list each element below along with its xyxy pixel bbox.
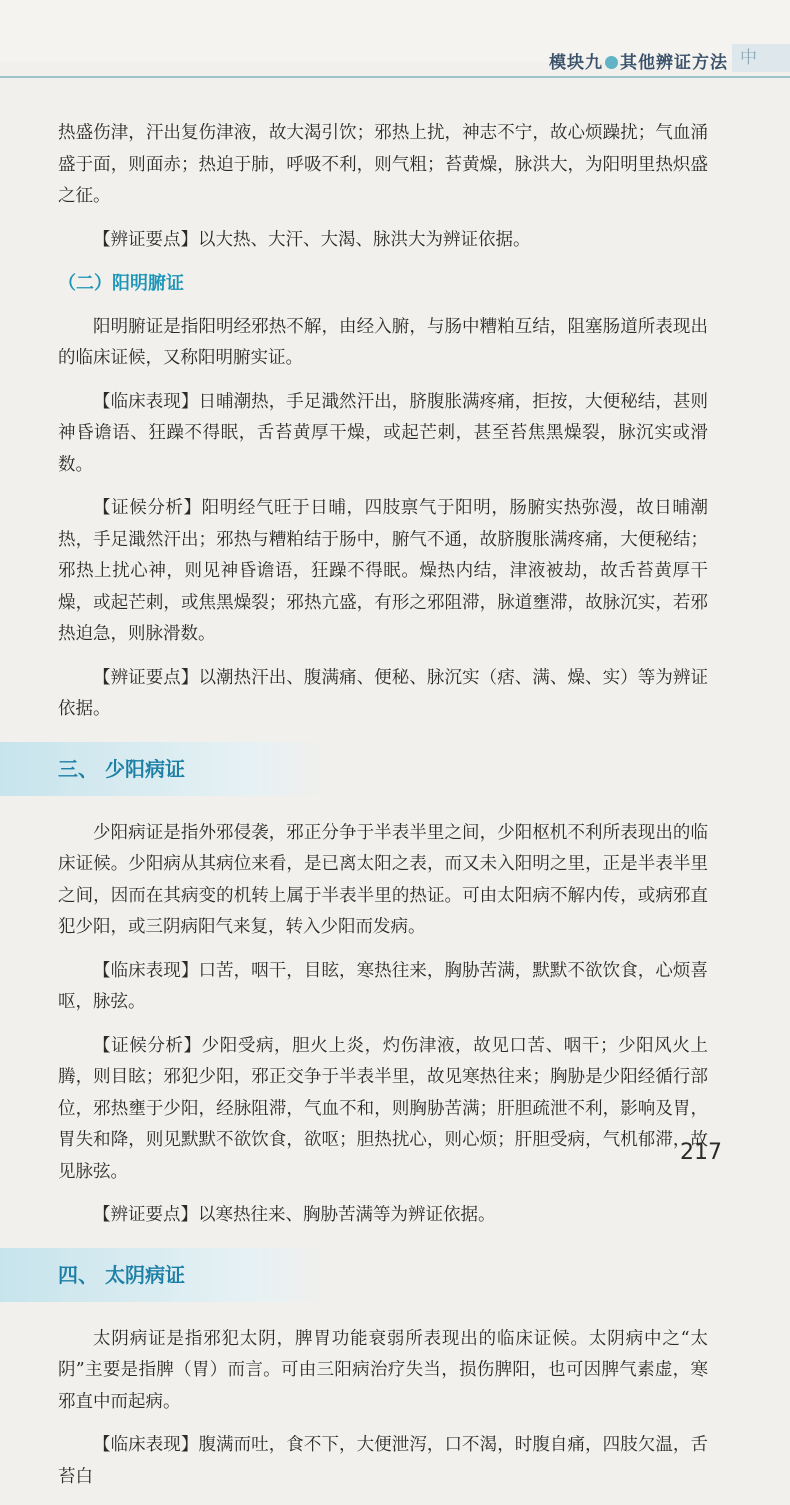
paragraph-syndrome-analysis: 【证候分析】少阳受病，胆火上炎，灼伤津液，故见口苦、咽干；少阳风火上腾，则目眩；邪犯少阳，邪正交争于半表半里，故见寒热往来；胸胁是少阳经循行部位，邪热壅于少阳，经脉阻滞，气血不和，则胸胁苦满；肝胆疏泄不利，影响及胃，胃失和降，则见默默不欲饮食，欲呕；胆热扰心，则心烦；肝胆受病，气机郁滞，故见脉弦。 xyxy=(58,1035,708,1182)
paragraph-key-points: 【辨证要点】以寒热往来、胸胁苦满等为辨证依据。 xyxy=(93,1205,496,1225)
paragraph-syndrome-analysis: 【证候分析】阳明经气旺于日晡，四肢禀气于阳明，肠腑实热弥漫，故日晡潮热，手足濈然汗出；邪热与糟粕结于肠中，腑气不通，故脐腹胀满疼痛，大便秘结；邪热上扰心神，则见神昏谵语，狂躁不得眠。燥热内结，津液被劫，故舌苔黄厚干燥，或起芒刺，或焦黑燥裂；邪热亢盛，有形之邪阻滞，脉道壅滞，故脉沉实，若邪热迫急，则脉滑数。 xyxy=(58,498,708,644)
page-body xyxy=(58,118,708,1505)
header-divider xyxy=(0,76,790,78)
paragraph-clinical-manifestations: 【临床表现】腹满而吐，食不下，大便泄泻，口不渴，时腹自痛，四肢欠温，舌苔白 xyxy=(58,1435,708,1487)
paragraph-clinical-manifestations: 【临床表现】日晡潮热，手足濈然汗出，脐腹胀满疼痛，拒按，大便秘结，甚则神昏谵语、狂躁不得眠，舌苔黄厚干燥，或起芒刺，甚至苔焦黑燥裂，脉沉实或滑数。 xyxy=(58,391,708,475)
paragraph: 阳明腑证是指阳明经邪热不解，由经入腑，与肠中糟粕互结，阻塞肠道所表现出的临床证候，又称阳明腑实证。 xyxy=(58,316,708,368)
page-number: 217 xyxy=(680,1140,722,1165)
paragraph-key-points: 【辨证要点】以大热、大汗、大渴、脉洪大为辨证依据。 xyxy=(93,229,531,250)
header-dot-icon xyxy=(605,56,618,69)
header-title: 其他辨证方法 xyxy=(620,53,728,73)
subsection-heading: （二）阳明腑证 xyxy=(58,273,184,294)
running-header xyxy=(549,48,728,73)
header-tab: 中 xyxy=(732,44,790,72)
section-heading: 三、 少阳病证 xyxy=(0,742,330,796)
paragraph-clinical-manifestations: 【临床表现】口苦，咽干，目眩，寒热往来，胸胁苦满，默默不欲饮食，心烦喜呕，脉弦。 xyxy=(58,960,708,1012)
paragraph: 太阴病证是指邪犯太阴，脾胃功能衰弱所表现出的临床证候。太阴病中之“太阴”主要是指脾（胃）而言。可由三阳病治疗失当，损伤脾阳，也可因脾气素虚，寒邪直中而起病。 xyxy=(58,1328,708,1412)
paragraph-key-points: 【辨证要点】以潮热汗出、腹满痛、便秘、脉沉实（痞、满、燥、实）等为辨证依据。 xyxy=(58,667,708,719)
section-heading: 四、 太阴病证 xyxy=(0,1248,330,1302)
paragraph: 热盛伤津，汗出复伤津液，故大渴引饮；邪热上扰，神志不宁，故心烦躁扰；气血涌盛于面，则面赤；热迫于肺，呼吸不利，则气粗；苔黄燥，脉洪大，为阳明里热炽盛之征。 xyxy=(58,123,708,206)
paragraph: 少阳病证是指外邪侵袭，邪正分争于半表半里之间，少阳枢机不利所表现出的临床证候。少阳病从其病位来看，是已离太阳之表，而又未入阳明之里，正是半表半里之间，因而在其病变的机转上属于半表半里的热证。可由太阳病不解内传，或病邪直犯少阳，或三阴病阳气来复，转入少阳而发病。 xyxy=(58,822,708,937)
header-module: 模块九 xyxy=(549,53,603,73)
